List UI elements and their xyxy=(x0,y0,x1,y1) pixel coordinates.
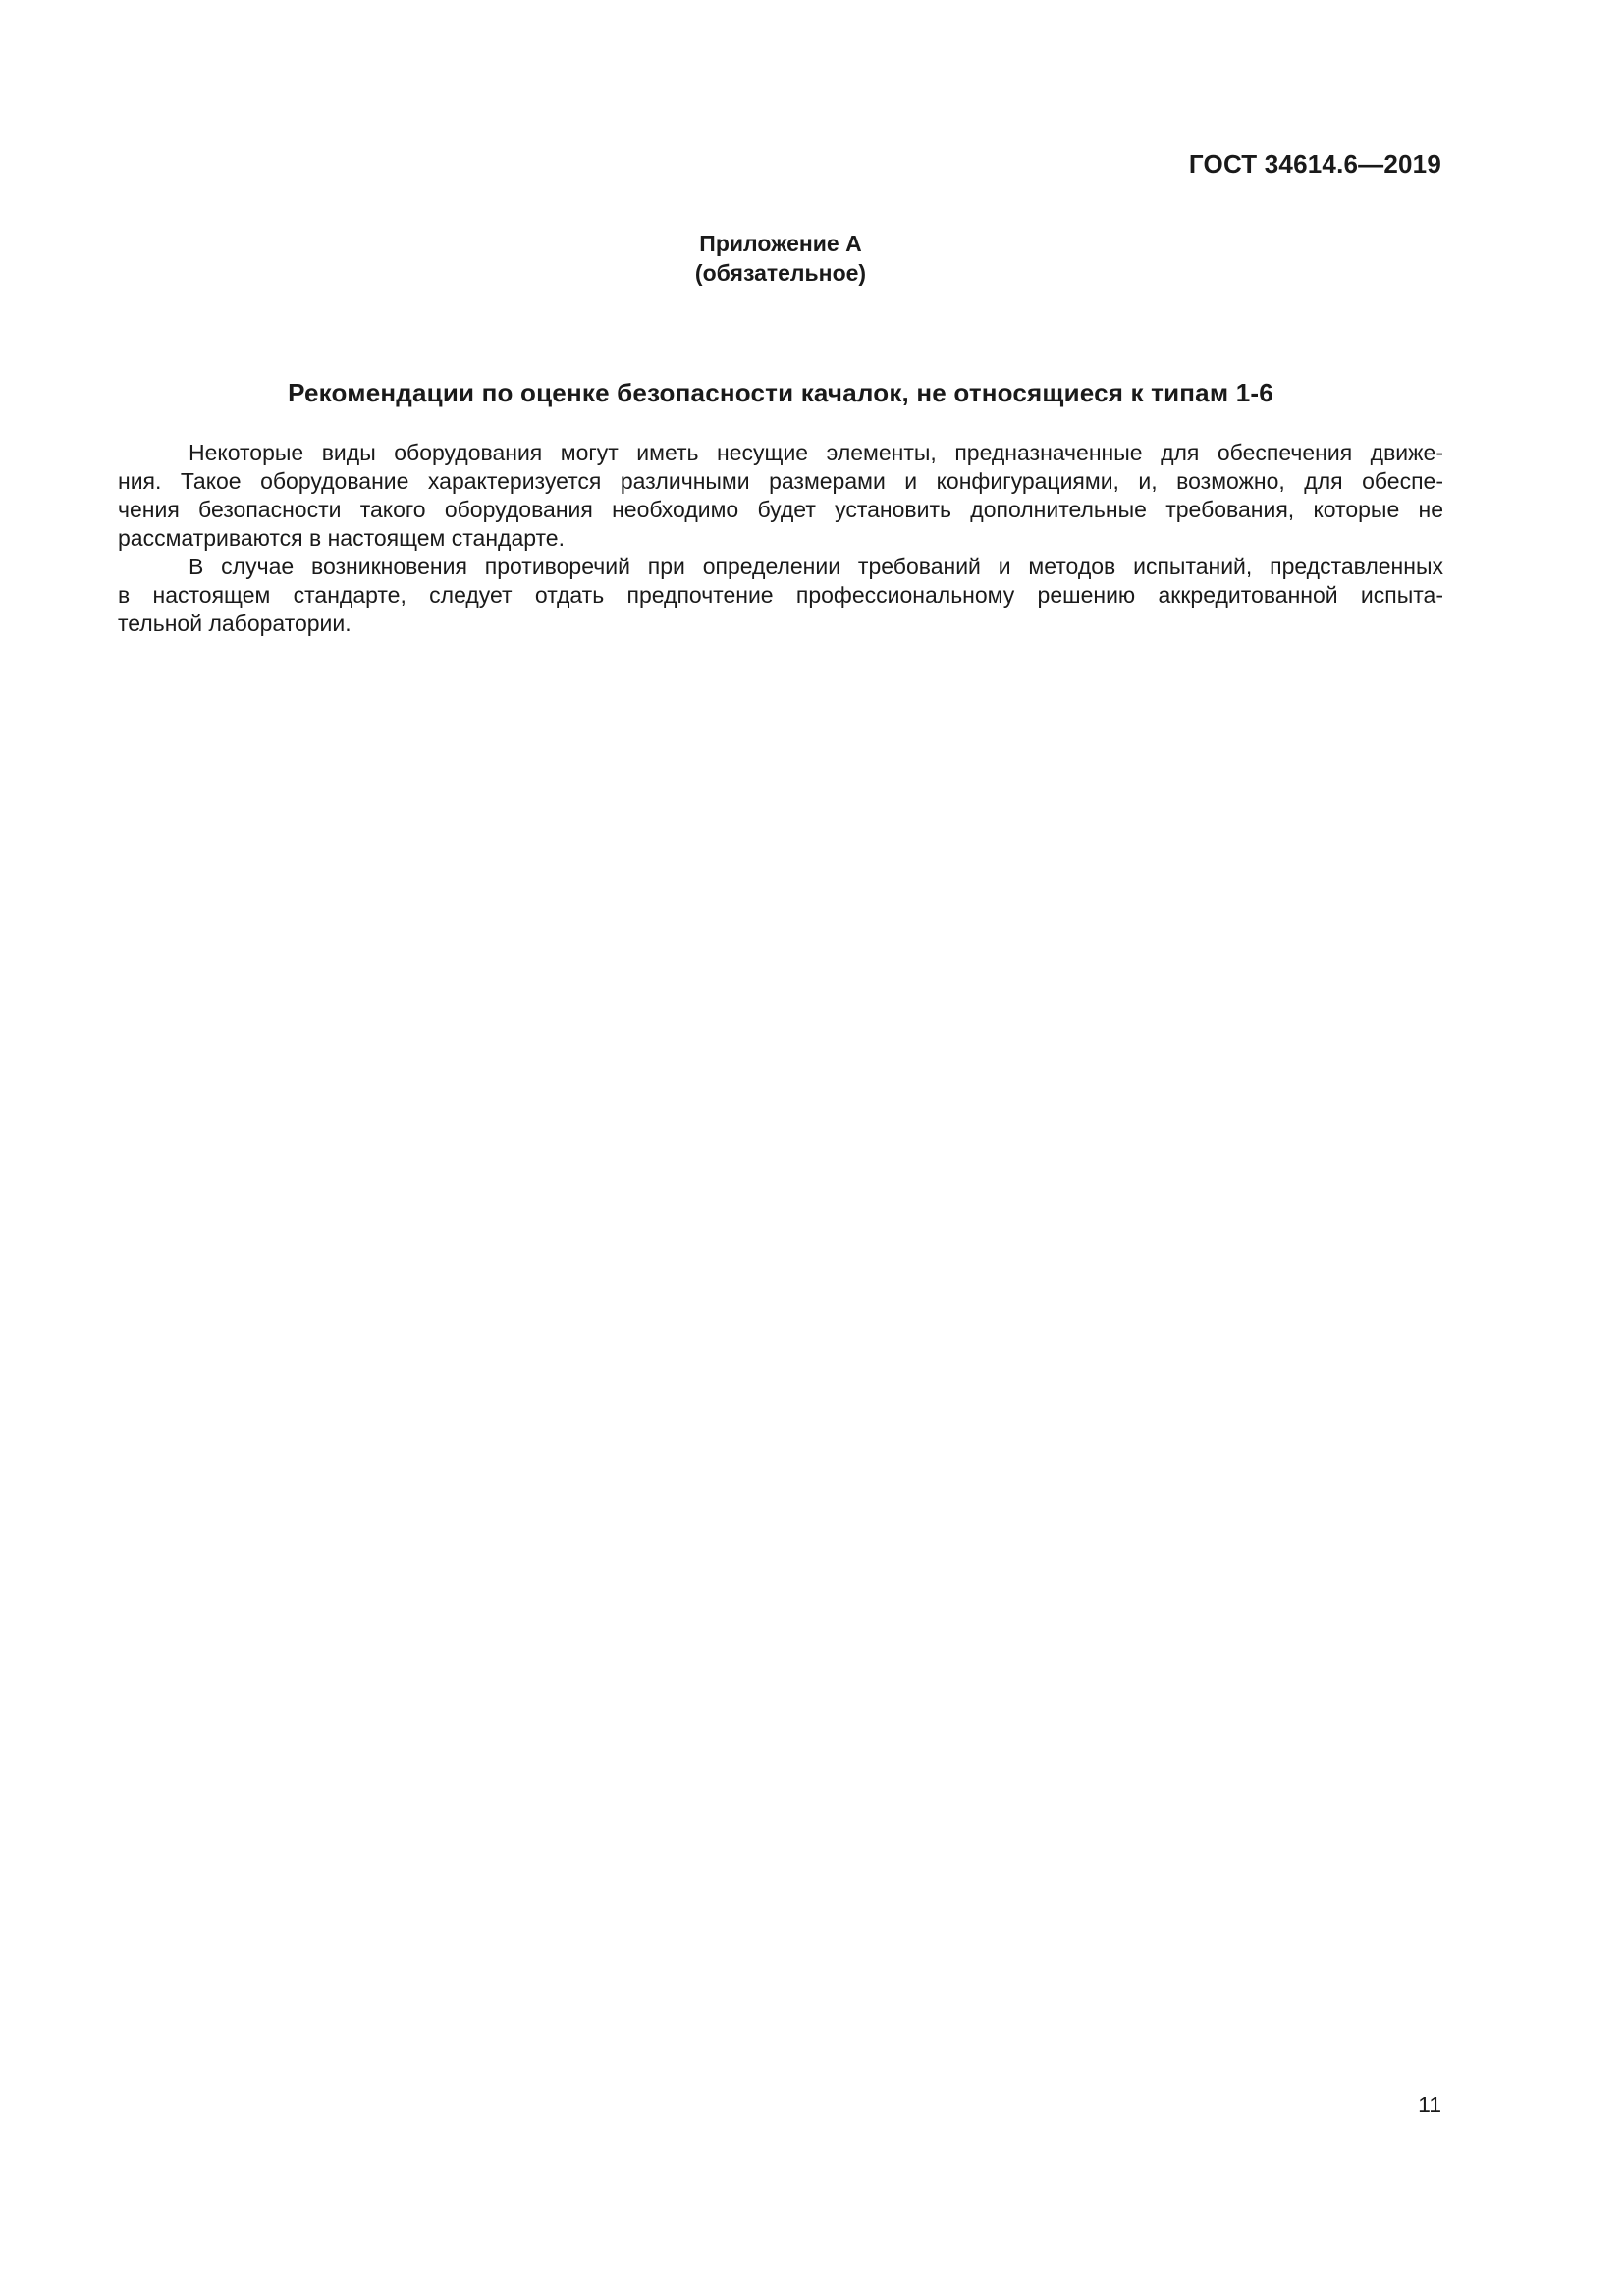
annex-status: (обязательное) xyxy=(694,260,867,286)
paragraph-line: В случае возникновения противоречий при определении требований и методов испытаний, представленных xyxy=(189,554,1443,579)
body-text xyxy=(118,439,1443,638)
paragraph-line: в настоящем стандарте, следует отдать предпочтение профессиональному решению аккредитованной испыта- xyxy=(118,582,1443,608)
annex-title: Приложение А xyxy=(699,231,862,256)
paragraph-line: рассматриваются в настоящем стандарте. xyxy=(118,525,565,551)
paragraph-line: тельной лаборатории. xyxy=(118,611,352,636)
paragraph xyxy=(118,553,1443,638)
document-code: ГОСТ 34614.6—2019 xyxy=(1188,149,1441,179)
page-number: 11 xyxy=(1418,2092,1441,2117)
paragraph-line: ния. Такое оборудование характеризуется различными размерами и конфигурациями, и, возможно, для обеспе- xyxy=(118,468,1443,494)
annex-heading xyxy=(0,229,1561,288)
paragraph-line: чения безопасности такого оборудования необходимо будет установить дополнительные требования, которые не xyxy=(118,497,1443,522)
paragraph-line: Некоторые виды оборудования могут иметь несущие элементы, предназначенные для обеспечения движе- xyxy=(189,440,1443,465)
section-title: Рекомендации по оценке безопасности качалок, не относящиеся к типам 1-6 xyxy=(288,378,1273,407)
paragraph xyxy=(118,439,1443,553)
